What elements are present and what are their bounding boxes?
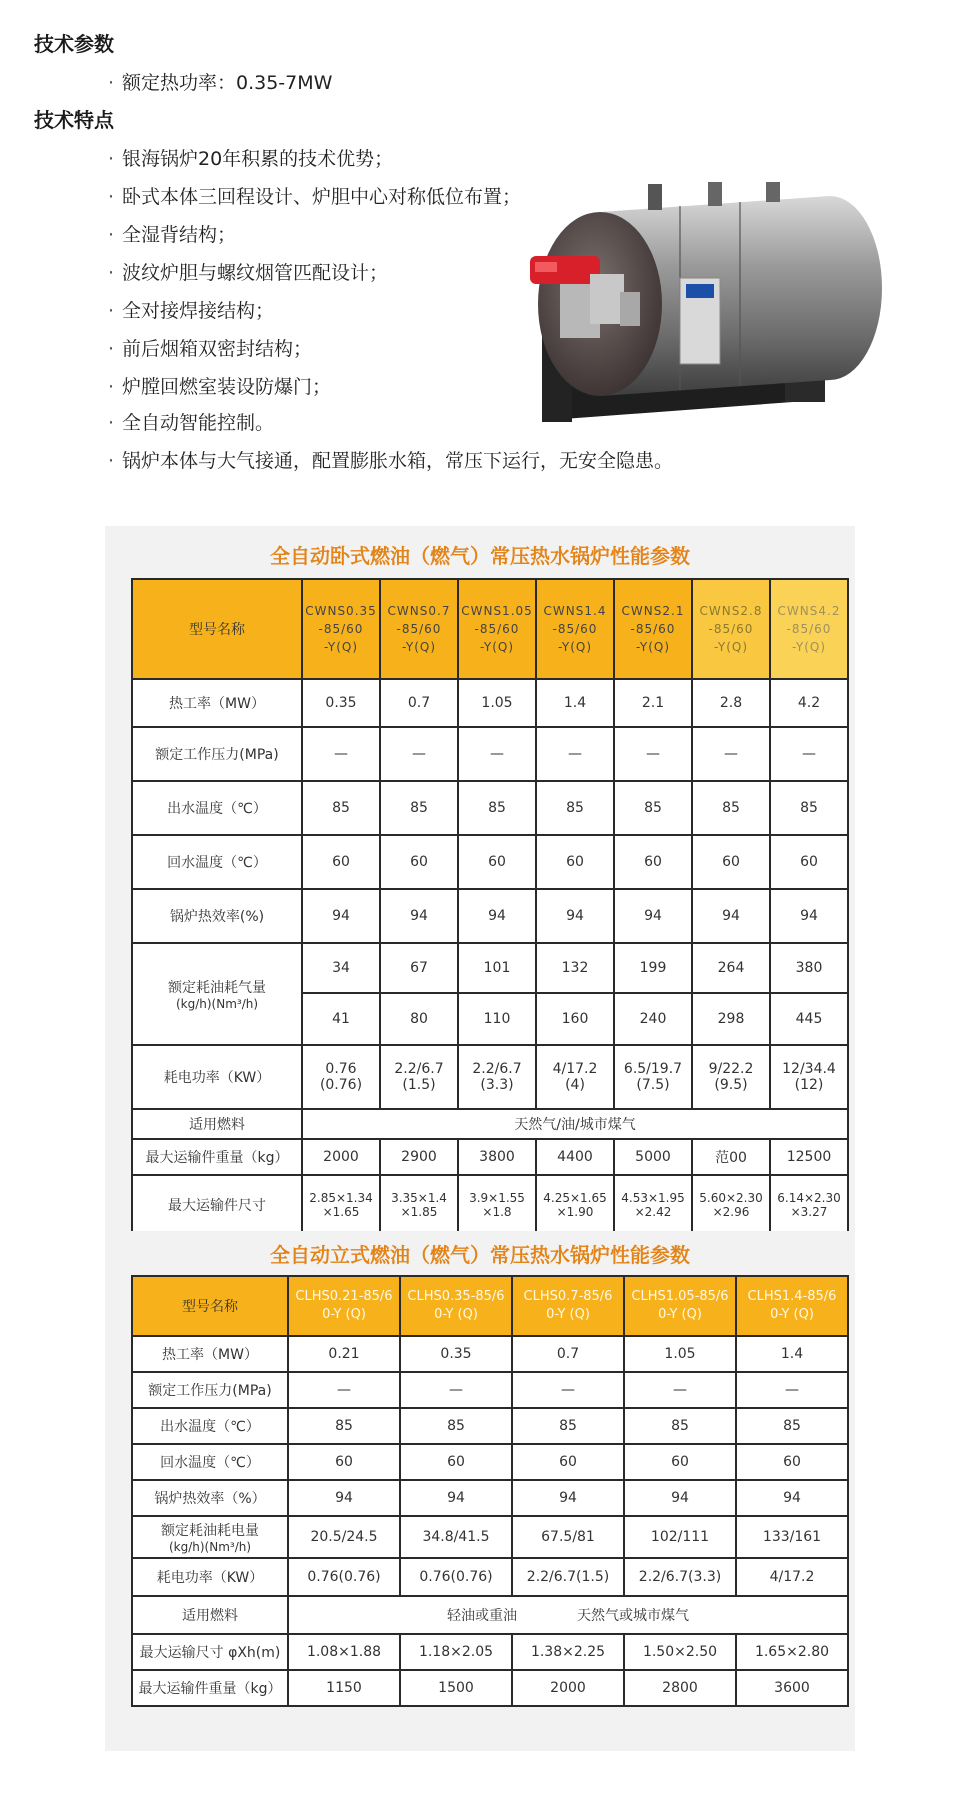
table-row <box>132 1480 848 1516</box>
model-header: CWNS0.7 -85/60 -Y(Q) <box>380 579 458 679</box>
table-cell: 3800 <box>458 1139 536 1175</box>
table-cell: 94 <box>458 889 536 943</box>
feature-text: 全自动智能控制。 <box>122 412 275 434</box>
table-cell: 67 <box>380 943 458 993</box>
table-row <box>132 1596 848 1634</box>
model-header: CWNS1.4 -85/60 -Y(Q) <box>536 579 614 679</box>
pipe-nozzle <box>648 184 662 210</box>
table-row <box>132 1444 848 1480</box>
bullet: · <box>108 262 115 284</box>
table-cell: 85 <box>770 781 848 835</box>
table-cell: 0.7 <box>512 1336 624 1372</box>
model-header: CLHS1.05-85/6 0-Y (Q) <box>624 1276 736 1336</box>
row-label: 出水温度（℃） <box>132 1408 288 1444</box>
table-cell: 94 <box>770 889 848 943</box>
vertical-boiler-spec-table <box>131 1275 849 1707</box>
table-cell: 60 <box>692 835 770 889</box>
table-cell: 2.2/6.7 (3.3) <box>458 1045 536 1109</box>
table-cell: 范00 <box>692 1139 770 1175</box>
table-cell: 5.60×2.30 ×2.96 <box>692 1175 770 1235</box>
table-cell: 0.76 (0.76) <box>302 1045 380 1109</box>
table-cell: 85 <box>458 781 536 835</box>
table-cell: 4.2 <box>770 679 848 727</box>
table-row <box>132 835 848 889</box>
fuel-value-a: 轻油或重油 <box>447 1608 517 1624</box>
table-cell: 9/22.2 (9.5) <box>692 1045 770 1109</box>
table-cell: 0.76(0.76) <box>288 1558 400 1596</box>
table-row <box>132 1175 848 1235</box>
model-header: CLHS0.21-85/6 0-Y (Q) <box>288 1276 400 1336</box>
row-label: 额定工作压力(MPa) <box>132 727 302 781</box>
table-cell: — <box>614 727 692 781</box>
table2-title: 全自动立式燃油（燃气）常压热水锅炉性能参数 <box>270 1243 690 1267</box>
table-cell: 天然气/油/城市煤气 <box>302 1109 848 1139</box>
table1-panel <box>105 526 855 1231</box>
table-row <box>132 1558 848 1596</box>
table-cell: 85 <box>624 1408 736 1444</box>
feature-item <box>108 144 393 171</box>
bullet: · <box>108 72 115 94</box>
feature-item <box>108 372 331 399</box>
table-header-row <box>132 579 848 679</box>
table-cell: 94 <box>380 889 458 943</box>
row-label: 热工率（MW） <box>132 1336 288 1372</box>
table-header-row <box>132 1276 848 1336</box>
row-label: 耗电功率（KW） <box>132 1558 288 1596</box>
table-row <box>132 1408 848 1444</box>
table-cell: 1.05 <box>624 1336 736 1372</box>
table-cell: 4/17.2 <box>736 1558 848 1596</box>
table-cell: 1.38×2.25 <box>512 1634 624 1670</box>
table-cell: 60 <box>302 835 380 889</box>
table-cell: 60 <box>512 1444 624 1480</box>
table-cell: 85 <box>288 1408 400 1444</box>
table-cell: 2000 <box>512 1670 624 1706</box>
table-cell: — <box>380 727 458 781</box>
table-cell: — <box>536 727 614 781</box>
table-cell: 2.85×1.34 ×1.65 <box>302 1175 380 1235</box>
table-cell: 110 <box>458 993 536 1045</box>
model-header: CLHS0.7-85/6 0-Y (Q) <box>512 1276 624 1336</box>
table-row <box>132 781 848 835</box>
table-row <box>132 1670 848 1706</box>
table-cell: 34.8/41.5 <box>400 1516 512 1558</box>
row-label: 额定耗油耗电量 (kg/h)(Nm³/h) <box>132 1516 288 1558</box>
table-row <box>132 1139 848 1175</box>
table-cell: 380 <box>770 943 848 993</box>
table-cell: 4.25×1.65 ×1.90 <box>536 1175 614 1235</box>
bullet: · <box>108 450 115 472</box>
table-cell: 3.35×1.4 ×1.85 <box>380 1175 458 1235</box>
table-cell: 133/161 <box>736 1516 848 1558</box>
feature-text: 波纹炉胆与螺纹烟管匹配设计； <box>122 262 389 284</box>
feature-item <box>108 446 673 473</box>
model-header: CLHS0.35-85/6 0-Y (Q) <box>400 1276 512 1336</box>
table-row <box>132 1336 848 1372</box>
table-cell: 60 <box>458 835 536 889</box>
table-cell: 85 <box>400 1408 512 1444</box>
header-model-label: 型号名称 <box>132 579 302 679</box>
table-cell: 0.35 <box>400 1336 512 1372</box>
table-cell: 94 <box>692 889 770 943</box>
table-cell: 12/34.4 (12) <box>770 1045 848 1109</box>
fuel-value-b: 天然气或城市煤气 <box>577 1608 689 1624</box>
table2-panel <box>105 1231 855 1751</box>
pipe-nozzle <box>766 182 780 202</box>
row-label: 回水温度（℃） <box>132 835 302 889</box>
table-cell: 2000 <box>302 1139 380 1175</box>
feature-item <box>108 408 274 435</box>
feature-text: 全湿背结构； <box>122 224 237 246</box>
horizontal-boiler-spec-table <box>131 578 849 1236</box>
bullet: · <box>108 338 115 360</box>
control-screen <box>686 284 714 298</box>
table-cell: — <box>458 727 536 781</box>
table-cell: 85 <box>536 781 614 835</box>
table-cell: 102/111 <box>624 1516 736 1558</box>
bullet: · <box>108 412 115 434</box>
row-label: 回水温度（℃） <box>132 1444 288 1480</box>
model-header: CWNS2.8 -85/60 -Y(Q) <box>692 579 770 679</box>
table-cell: 2.1 <box>614 679 692 727</box>
burner-fitting <box>620 292 640 326</box>
table-cell: 60 <box>400 1444 512 1480</box>
table-cell: 132 <box>536 943 614 993</box>
table-cell: 85 <box>512 1408 624 1444</box>
bullet: · <box>108 186 115 208</box>
table-cell: 0.21 <box>288 1336 400 1372</box>
table-cell: 101 <box>458 943 536 993</box>
row-label: 最大运输件重量（kg） <box>132 1670 288 1706</box>
table-cell: 94 <box>302 889 380 943</box>
table-cell: — <box>512 1372 624 1408</box>
table-cell: 60 <box>736 1444 848 1480</box>
table-cell: 1.50×2.50 <box>624 1634 736 1670</box>
table-row <box>132 1634 848 1670</box>
row-label: 适用燃料 <box>132 1596 288 1634</box>
feature-item <box>108 296 274 323</box>
row-label: 耗电功率（KW） <box>132 1045 302 1109</box>
table-cell: 60 <box>624 1444 736 1480</box>
row-label: 适用燃料 <box>132 1109 302 1139</box>
burner-highlight <box>535 262 557 272</box>
table-cell: 298 <box>692 993 770 1045</box>
pipe-nozzle <box>708 182 722 206</box>
feature-text: 全对接焊接结构； <box>122 300 275 322</box>
table-cell: 240 <box>614 993 692 1045</box>
table-cell: — <box>736 1372 848 1408</box>
table-cell: 5000 <box>614 1139 692 1175</box>
table-cell: 60 <box>614 835 692 889</box>
table-row <box>132 1109 848 1139</box>
bullet: · <box>108 300 115 322</box>
table-cell: 85 <box>736 1408 848 1444</box>
table-cell: 1500 <box>400 1670 512 1706</box>
header-model-label: 型号名称 <box>132 1276 288 1336</box>
table-cell: 0.76(0.76) <box>400 1558 512 1596</box>
bullet: · <box>108 148 115 170</box>
table-cell: 85 <box>302 781 380 835</box>
feature-text: 锅炉本体与大气接通，配置膨胀水箱，常压下运行，无安全隐患。 <box>122 450 674 472</box>
table-cell: 85 <box>692 781 770 835</box>
table-cell: — <box>288 1372 400 1408</box>
table-cell: 1.4 <box>536 679 614 727</box>
feature-text: 银海锅炉20年积累的技术优势； <box>122 148 394 170</box>
table-cell: 1.4 <box>736 1336 848 1372</box>
table-cell: 94 <box>400 1480 512 1516</box>
model-header: CWNS0.35 -85/60 -Y(Q) <box>302 579 380 679</box>
row-label: 锅炉热效率（%） <box>132 1480 288 1516</box>
table-row <box>132 679 848 727</box>
table-cell: 0.35 <box>302 679 380 727</box>
table-cell: 4/17.2 (4) <box>536 1045 614 1109</box>
feature-item <box>108 258 388 285</box>
bullet: · <box>108 376 115 398</box>
table-cell: 60 <box>770 835 848 889</box>
row-label: 锅炉热效率(%) <box>132 889 302 943</box>
table-row <box>132 1516 848 1558</box>
table-cell: 1.65×2.80 <box>736 1634 848 1670</box>
row-label: 最大运输件尺寸 <box>132 1175 302 1235</box>
table-cell: — <box>692 727 770 781</box>
table-cell: — <box>302 727 380 781</box>
row-label: 额定工作压力(MPa) <box>132 1372 288 1408</box>
row-label: 最大运输件重量（kg） <box>132 1139 302 1175</box>
table-cell: 85 <box>380 781 458 835</box>
table-cell: 4.53×1.95 ×2.42 <box>614 1175 692 1235</box>
table-cell: 34 <box>302 943 380 993</box>
table-cell: 1150 <box>288 1670 400 1706</box>
table-cell: 94 <box>624 1480 736 1516</box>
boiler-illustration <box>530 182 890 440</box>
model-header: CWNS2.1 -85/60 -Y(Q) <box>614 579 692 679</box>
table-cell: 94 <box>736 1480 848 1516</box>
table-cell: 2.2/6.7(3.3) <box>624 1558 736 1596</box>
table-row <box>132 1045 848 1109</box>
table-cell: 60 <box>536 835 614 889</box>
table-cell: 2.2/6.7 (1.5) <box>380 1045 458 1109</box>
table-cell: 94 <box>614 889 692 943</box>
table-cell: 445 <box>770 993 848 1045</box>
table-cell: 4400 <box>536 1139 614 1175</box>
table-cell: 6.5/19.7 (7.5) <box>614 1045 692 1109</box>
table-cell: 3600 <box>736 1670 848 1706</box>
table-cell <box>288 1596 848 1634</box>
table-cell: 1.05 <box>458 679 536 727</box>
table-cell: 1.08×1.88 <box>288 1634 400 1670</box>
tech-features-heading: 技术特点 <box>34 108 114 132</box>
table-row <box>132 889 848 943</box>
table-cell: 94 <box>288 1480 400 1516</box>
table-cell: 1.18×2.05 <box>400 1634 512 1670</box>
tech-param-item <box>108 68 332 95</box>
table-cell: 6.14×2.30 ×3.27 <box>770 1175 848 1235</box>
feature-item <box>108 182 521 209</box>
table-cell: 199 <box>614 943 692 993</box>
table-row <box>132 943 848 993</box>
table-cell: 60 <box>288 1444 400 1480</box>
table-cell: 85 <box>614 781 692 835</box>
table-row <box>132 1372 848 1408</box>
table-cell: 264 <box>692 943 770 993</box>
row-label: 出水温度（℃） <box>132 781 302 835</box>
table-cell: 2900 <box>380 1139 458 1175</box>
table-cell: — <box>624 1372 736 1408</box>
table-cell: 67.5/81 <box>512 1516 624 1558</box>
table-cell: — <box>770 727 848 781</box>
table-cell: 3.9×1.55 ×1.8 <box>458 1175 536 1235</box>
tech-params-heading: 技术参数 <box>34 32 114 56</box>
feature-text: 炉膛回燃室装设防爆门； <box>122 376 332 398</box>
table-cell: 94 <box>512 1480 624 1516</box>
table-row <box>132 727 848 781</box>
feature-text: 前后烟箱双密封结构； <box>122 338 313 360</box>
row-label: 热工率（MW） <box>132 679 302 727</box>
tech-param-text: 额定热功率：0.35-7MW <box>122 72 333 94</box>
table1-title: 全自动卧式燃油（燃气）常压热水锅炉性能参数 <box>270 544 690 568</box>
feature-item <box>108 334 312 361</box>
model-header: CWNS4.2 -85/60 -Y(Q) <box>770 579 848 679</box>
feature-text: 卧式本体三回程设计、炉胆中心对称低位布置； <box>122 186 522 208</box>
table-cell: 80 <box>380 993 458 1045</box>
table-cell: 2.2/6.7(1.5) <box>512 1558 624 1596</box>
table-cell: 41 <box>302 993 380 1045</box>
table-cell: 0.7 <box>380 679 458 727</box>
model-header: CWNS1.05 -85/60 -Y(Q) <box>458 579 536 679</box>
table-cell: 2.8 <box>692 679 770 727</box>
burner-valve <box>590 274 624 324</box>
table-cell: 2800 <box>624 1670 736 1706</box>
table-cell: 12500 <box>770 1139 848 1175</box>
model-header: CLHS1.4-85/6 0-Y (Q) <box>736 1276 848 1336</box>
table-cell: 160 <box>536 993 614 1045</box>
bullet: · <box>108 224 115 246</box>
row-label: 额定耗油耗气量 (kg/h)(Nm³/h) <box>132 943 302 1045</box>
table-cell: 20.5/24.5 <box>288 1516 400 1558</box>
table-cell: 94 <box>536 889 614 943</box>
table-cell: — <box>400 1372 512 1408</box>
table-cell: 60 <box>380 835 458 889</box>
feature-item <box>108 220 236 247</box>
row-label: 最大运输尺寸 φXh(m) <box>132 1634 288 1670</box>
